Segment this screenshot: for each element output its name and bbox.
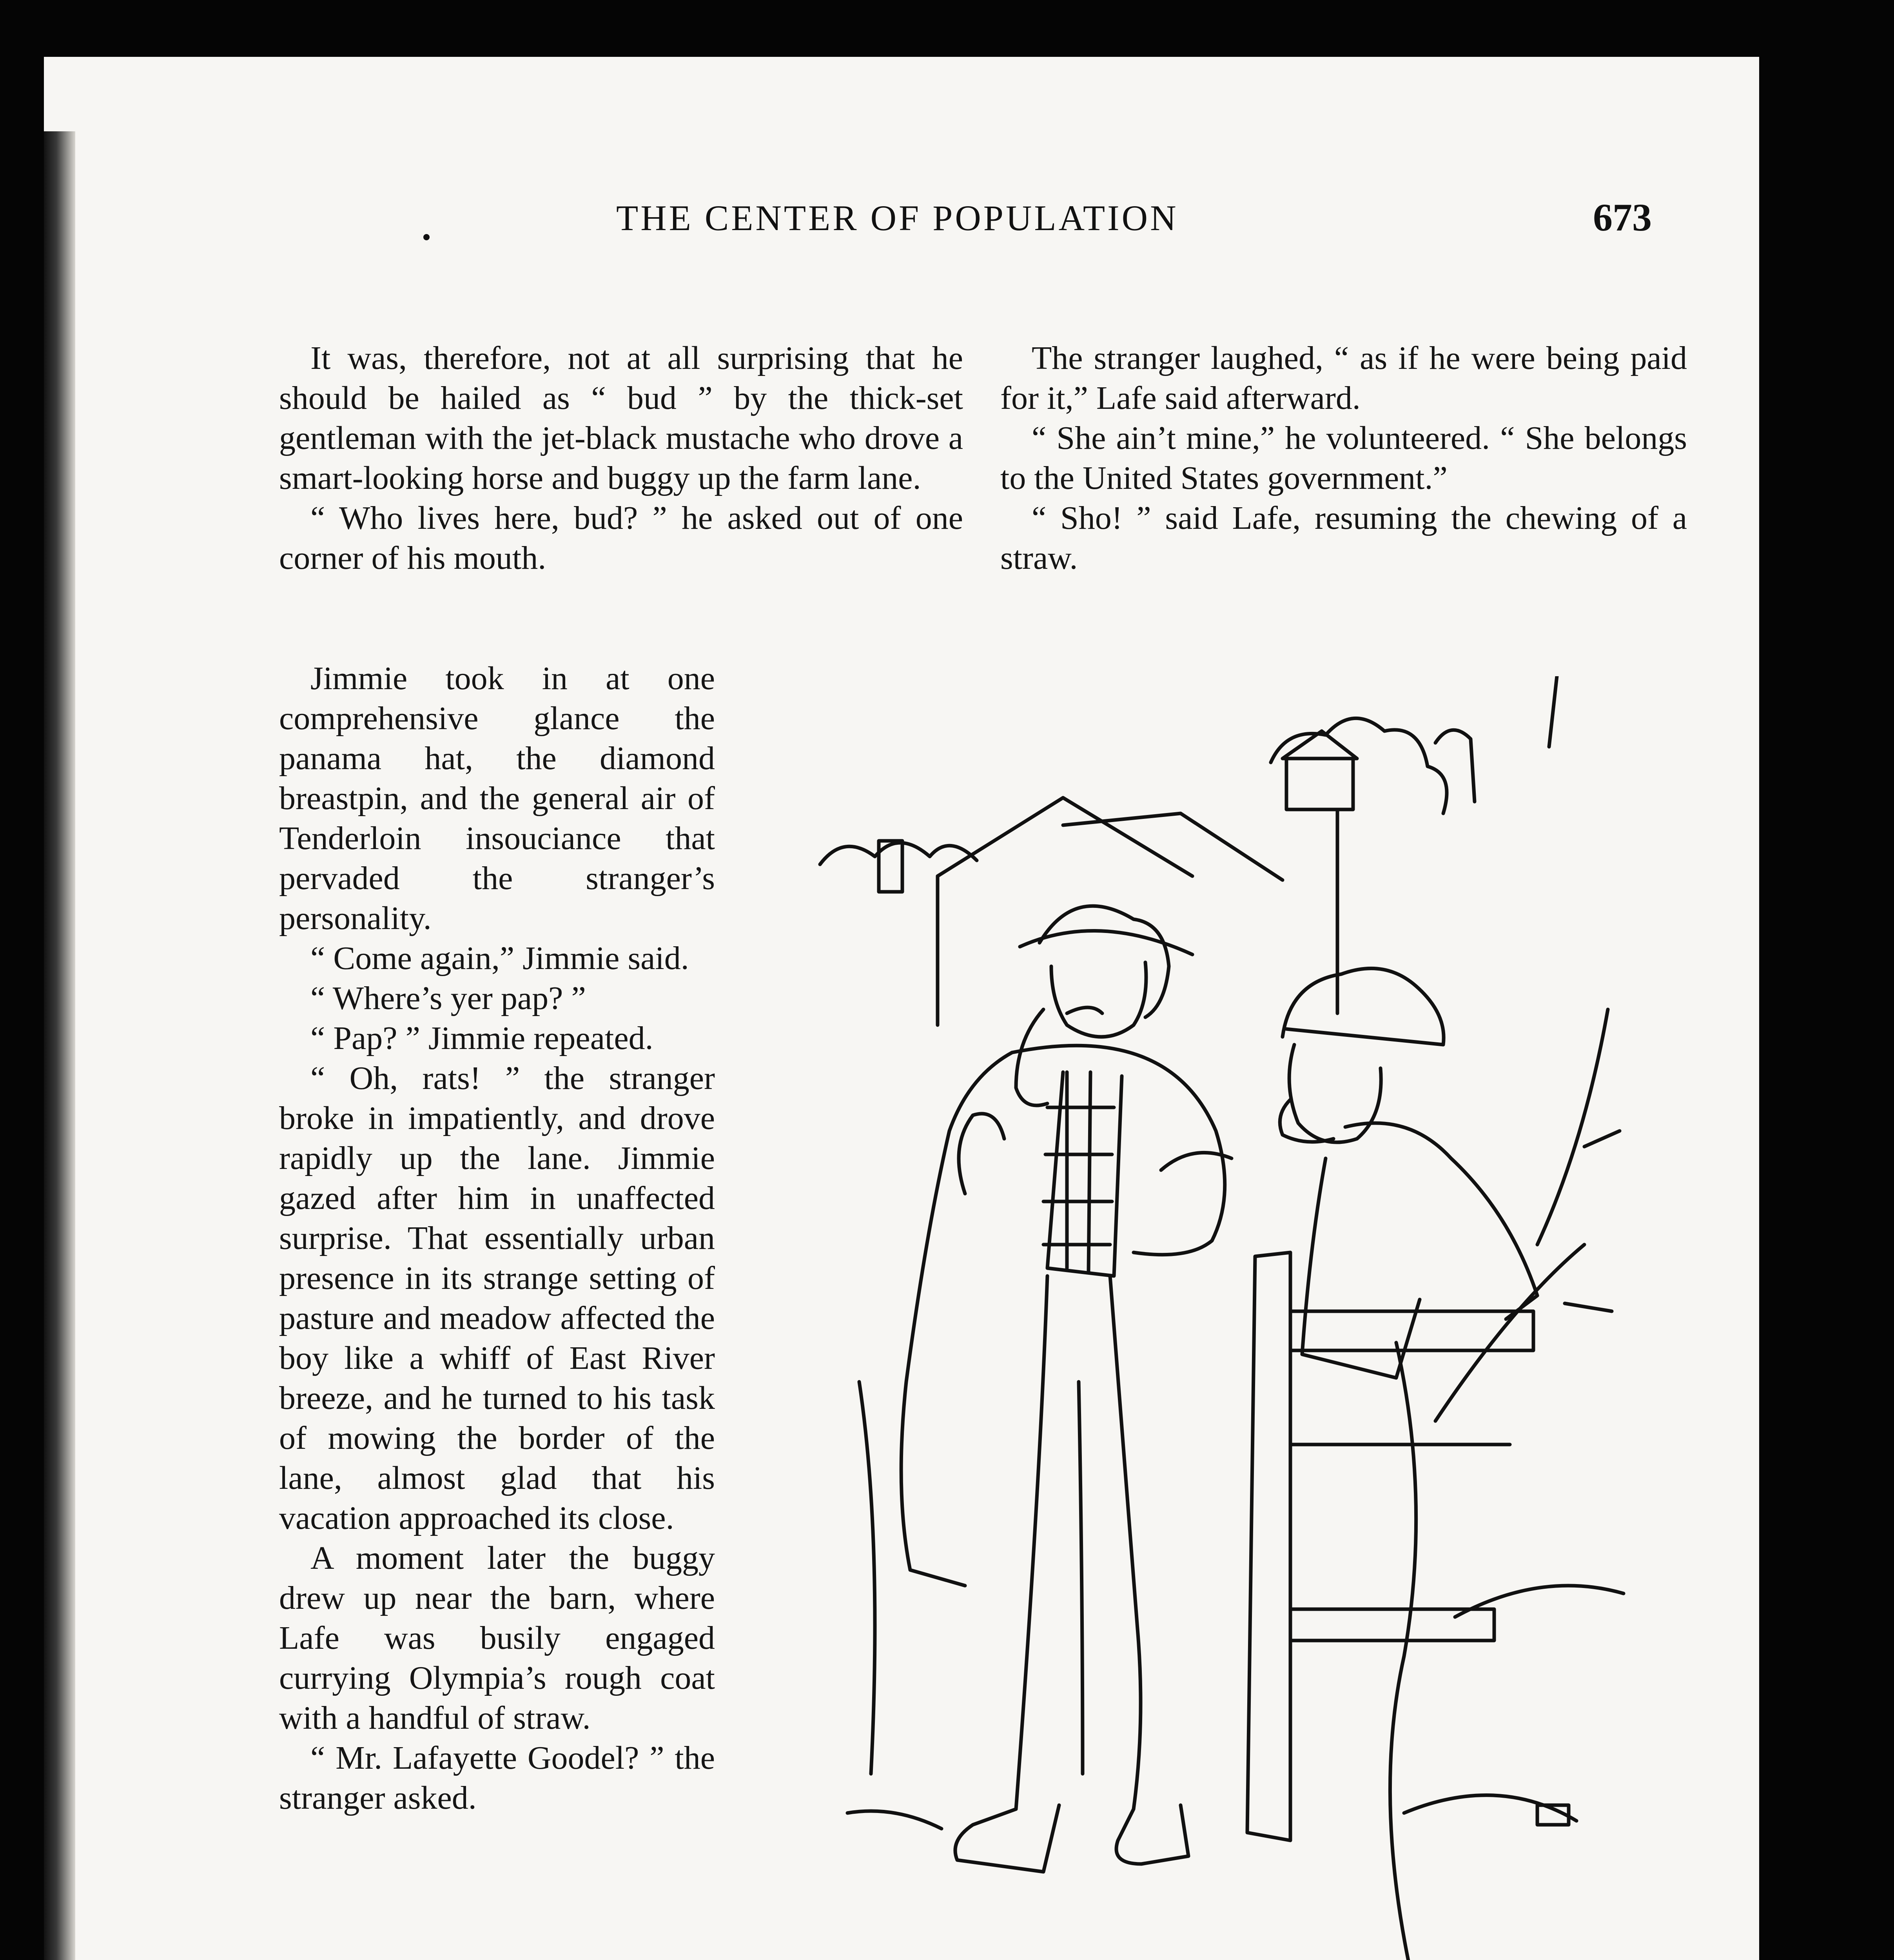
paragraph: A moment later the buggy drew up near the barn, where Lafe was busily engaged currying Olympia’s rough coat with a handful of straw. [279,1540,715,1736]
paragraph: It was, therefore, not at all surprising that he should be hailed as “ bud ” by the thick-set gentleman with the jet-black mustache who drove a smart-looking horse and buggy up the farm lane. [279,340,963,496]
text-column-left-top [279,338,963,578]
paragraph: “ Oh, rats! ” the stranger broke in impatiently, and drove rapidly up the lane. Jimmie gazed after him in unaffected surprise. That essentially urban presence in its strange setting of pasture and meadow affected the boy like a whiff of East River breeze, and he turned to his task of mowing the border of the lane, almost glad that his vacation approached its close. [279,1060,715,1536]
paragraph: “ Where’s yer pap? ” [310,980,586,1016]
page-number: 673 [1593,196,1652,239]
paragraph: “ Pap? ” Jimmie repeated. [310,1020,653,1056]
magazine-page [44,57,1759,1960]
text-column-right-top [1000,338,1687,578]
paragraph: “ Come again,” Jimmie said. [310,940,689,976]
running-header: THE CENTER OF POPULATION [616,198,1179,238]
print-speck [423,234,430,240]
text-column-left-narrow [279,659,715,1818]
story-illustration [769,676,1682,1960]
paragraph: “ Sho! ” said Lafe, resuming the chewing of a straw. [1000,500,1687,576]
paragraph: “ She ain’t mine,” he volunteered. “ She belongs to the United States government.” [1000,420,1687,496]
paragraph: “ Who lives here, bud? ” he asked out of one corner of his mouth. [279,500,963,576]
binding-edge [44,131,75,1960]
paragraph: Jimmie took in at one comprehensive glance the panama hat, the diamond breastpin, and the general air of Tenderloin insouciance that pervaded the stranger’s personality. [279,660,715,936]
paragraph: The stranger laughed, “ as if he were being paid for it,” Lafe said afterward. [1000,340,1687,416]
paragraph: “ Mr. Lafayette Goodel? ” the stranger asked. [279,1740,715,1816]
